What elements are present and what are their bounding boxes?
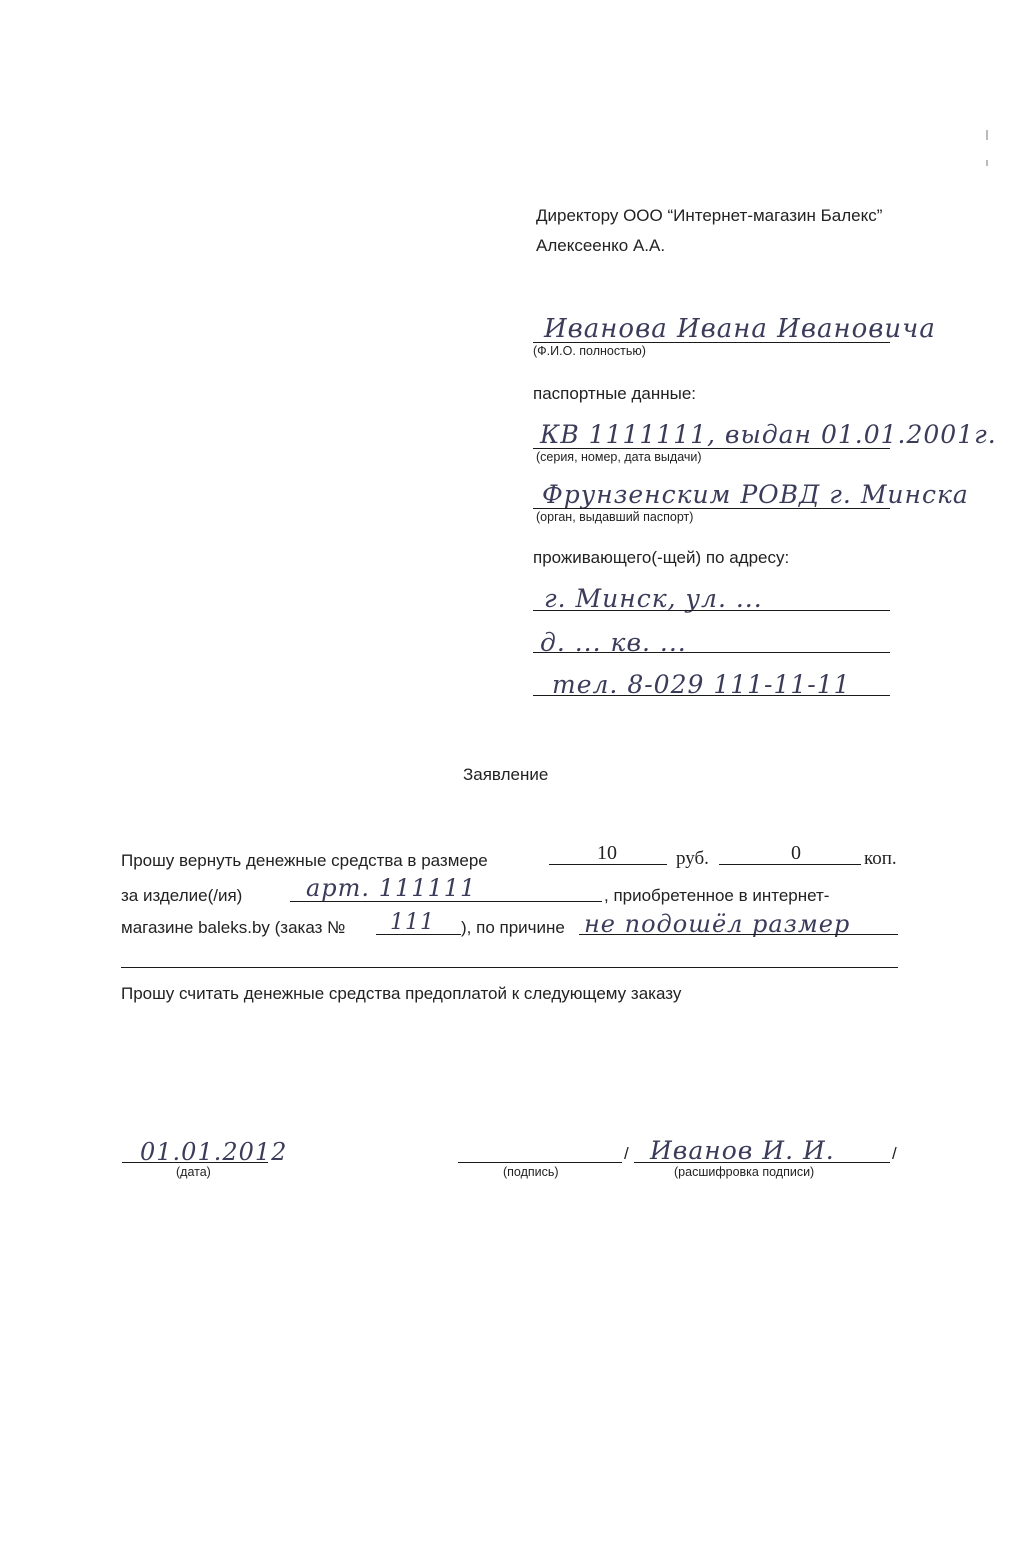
article-handwritten[interactable]: арт. 111111 xyxy=(306,874,477,902)
date-line xyxy=(122,1162,268,1163)
fio-line xyxy=(533,342,890,343)
kop-line xyxy=(719,864,861,865)
authority-handwritten[interactable]: Фрунзенским РОВД г. Минска xyxy=(542,480,969,509)
date-caption: (дата) xyxy=(176,1165,211,1179)
passport-line xyxy=(533,448,890,449)
address-line1-rule xyxy=(533,610,890,611)
slash-left: / xyxy=(624,1144,629,1163)
scan-speck xyxy=(986,160,988,166)
item-suffix: , приобретенное в интернет- xyxy=(604,886,830,905)
reason-line xyxy=(579,934,898,935)
slash-right: / xyxy=(892,1144,897,1163)
order-line xyxy=(376,934,461,935)
address-line3[interactable]: тел. 8-029 111-11-11 xyxy=(552,670,851,699)
decoding-line xyxy=(634,1162,890,1163)
authority-line xyxy=(533,508,890,509)
passport-handwritten[interactable]: КВ 1111111, выдан 01.01.2001г. xyxy=(540,420,997,449)
address-line2[interactable]: д. ... кв. ... xyxy=(540,628,687,657)
item-prefix: за изделие(/ия) xyxy=(121,886,243,905)
addressee-line1: Директору ООО “Интернет-магазин Балекс” xyxy=(536,206,883,225)
rub-value[interactable]: 10 xyxy=(597,842,617,864)
signature-line xyxy=(458,1162,622,1163)
decoding-handwritten[interactable]: Иванов И. И. xyxy=(650,1136,835,1165)
kop-value[interactable]: 0 xyxy=(791,842,801,864)
scan-speck xyxy=(986,130,988,140)
passport-caption: (серия, номер, дата выдачи) xyxy=(536,450,702,464)
refund-text: Прошу вернуть денежные средства в размере xyxy=(121,851,488,870)
address-line1[interactable]: г. Минск, ул. ... xyxy=(544,584,763,613)
statement-title: Заявление xyxy=(463,765,549,784)
order-prefix: магазине baleks.by (заказ № xyxy=(121,918,346,937)
authority-caption: (орган, выдавший паспорт) xyxy=(536,510,694,524)
fio-handwritten[interactable]: Иванова Ивана Ивановича xyxy=(544,314,936,344)
article-line xyxy=(290,901,602,902)
kop-label: коп. xyxy=(864,848,897,869)
prepayment-text: Прошу считать денежные средства предоплатой к следующему заказу xyxy=(121,984,682,1003)
rub-label: руб. xyxy=(676,848,709,869)
date-handwritten[interactable]: 01.01.2012 xyxy=(140,1138,288,1166)
order-mid: ), по причине xyxy=(461,918,565,937)
order-number-handwritten[interactable]: 111 xyxy=(390,910,435,935)
signature-caption: (подпись) xyxy=(503,1165,559,1179)
decoding-caption: (расшифровка подписи) xyxy=(674,1165,815,1179)
passport-label: паспортные данные: xyxy=(533,384,697,403)
addressee-line2: Алексеенко А.А. xyxy=(536,236,666,255)
address-line2-rule xyxy=(533,652,890,653)
address-line3-rule xyxy=(533,695,890,696)
address-label: проживающего(-щей) по адресу: xyxy=(533,548,790,567)
reason-continuation-line xyxy=(121,967,898,968)
fio-caption: (Ф.И.О. полностью) xyxy=(533,344,646,358)
reason-handwritten[interactable]: не подошёл размер xyxy=(584,910,851,938)
